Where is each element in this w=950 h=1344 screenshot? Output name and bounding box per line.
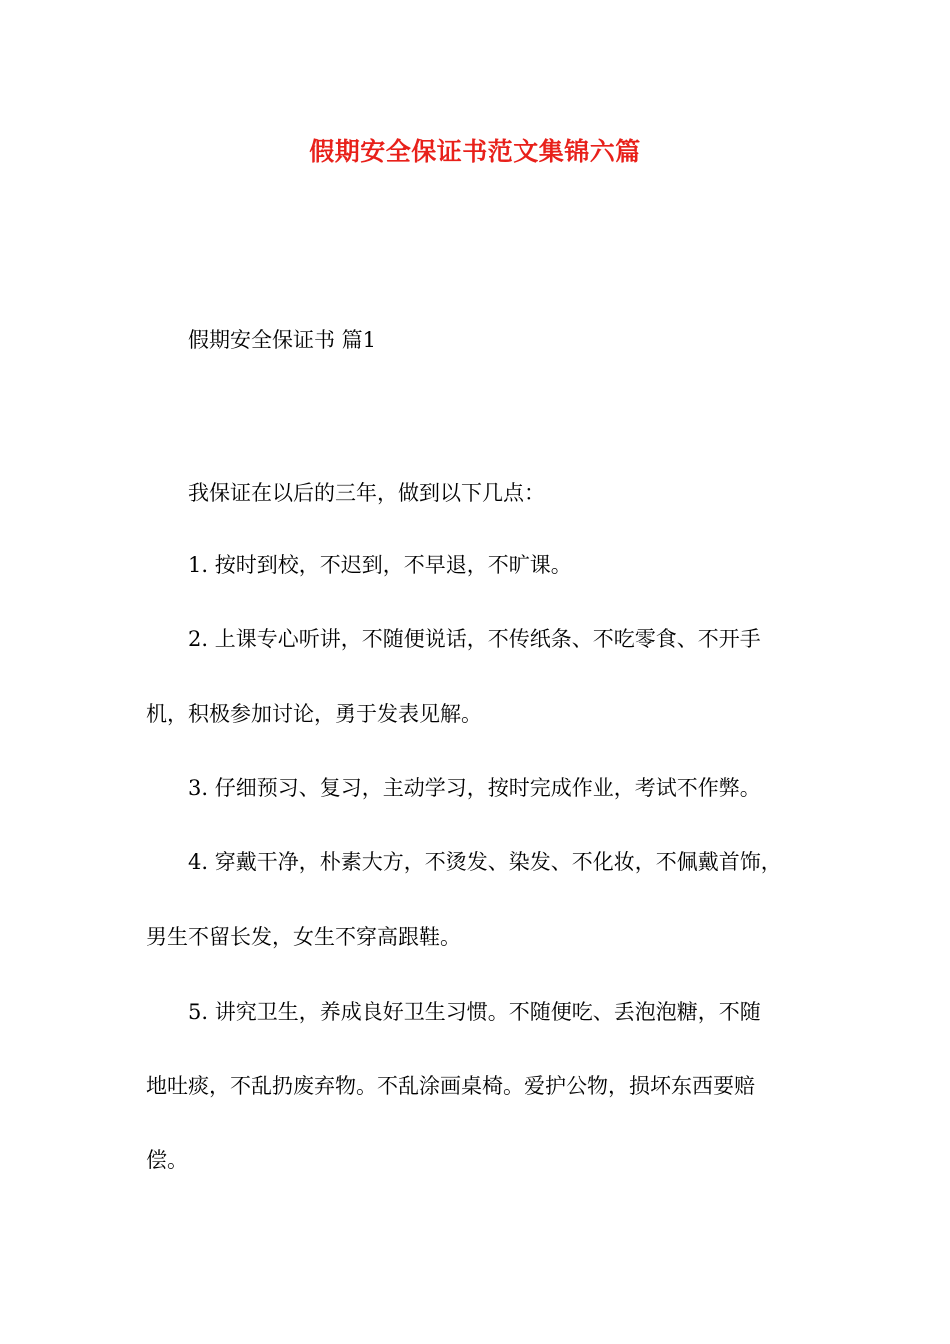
list-item-3: 3. 仔细预习、复习，主动学习，按时完成作业，考试不作弊。 [188,776,761,800]
document-title: 假期安全保证书范文集锦六篇 [309,137,641,166]
list-item-4-line-1: 4. 穿戴干净，朴素大方，不烫发、染发、不化妆，不佩戴首饰， [188,850,782,874]
list-item-5-line-3: 偿。 [146,1148,188,1172]
section-heading: 假期安全保证书 篇1 [188,328,377,352]
list-item-2-line-2: 机，积极参加讨论，勇于发表见解。 [146,702,482,726]
list-item-2-line-1: 2. 上课专心听讲，不随便说话，不传纸条、不吃零食、不开手 [188,627,761,651]
list-item-5-line-2: 地吐痰，不乱扔废弃物。不乱涂画桌椅。爱护公物，损坏东西要赔 [146,1074,755,1098]
list-item-5-line-1: 5. 讲究卫生，养成良好卫生习惯。不随便吃、丢泡泡糖，不随 [188,1000,761,1024]
list-item-1: 1. 按时到校，不迟到，不早退，不旷课。 [188,553,572,577]
list-item-4-line-2: 男生不留长发，女生不穿高跟鞋。 [146,925,461,949]
intro-paragraph: 我保证在以后的三年，做到以下几点： [188,481,545,505]
